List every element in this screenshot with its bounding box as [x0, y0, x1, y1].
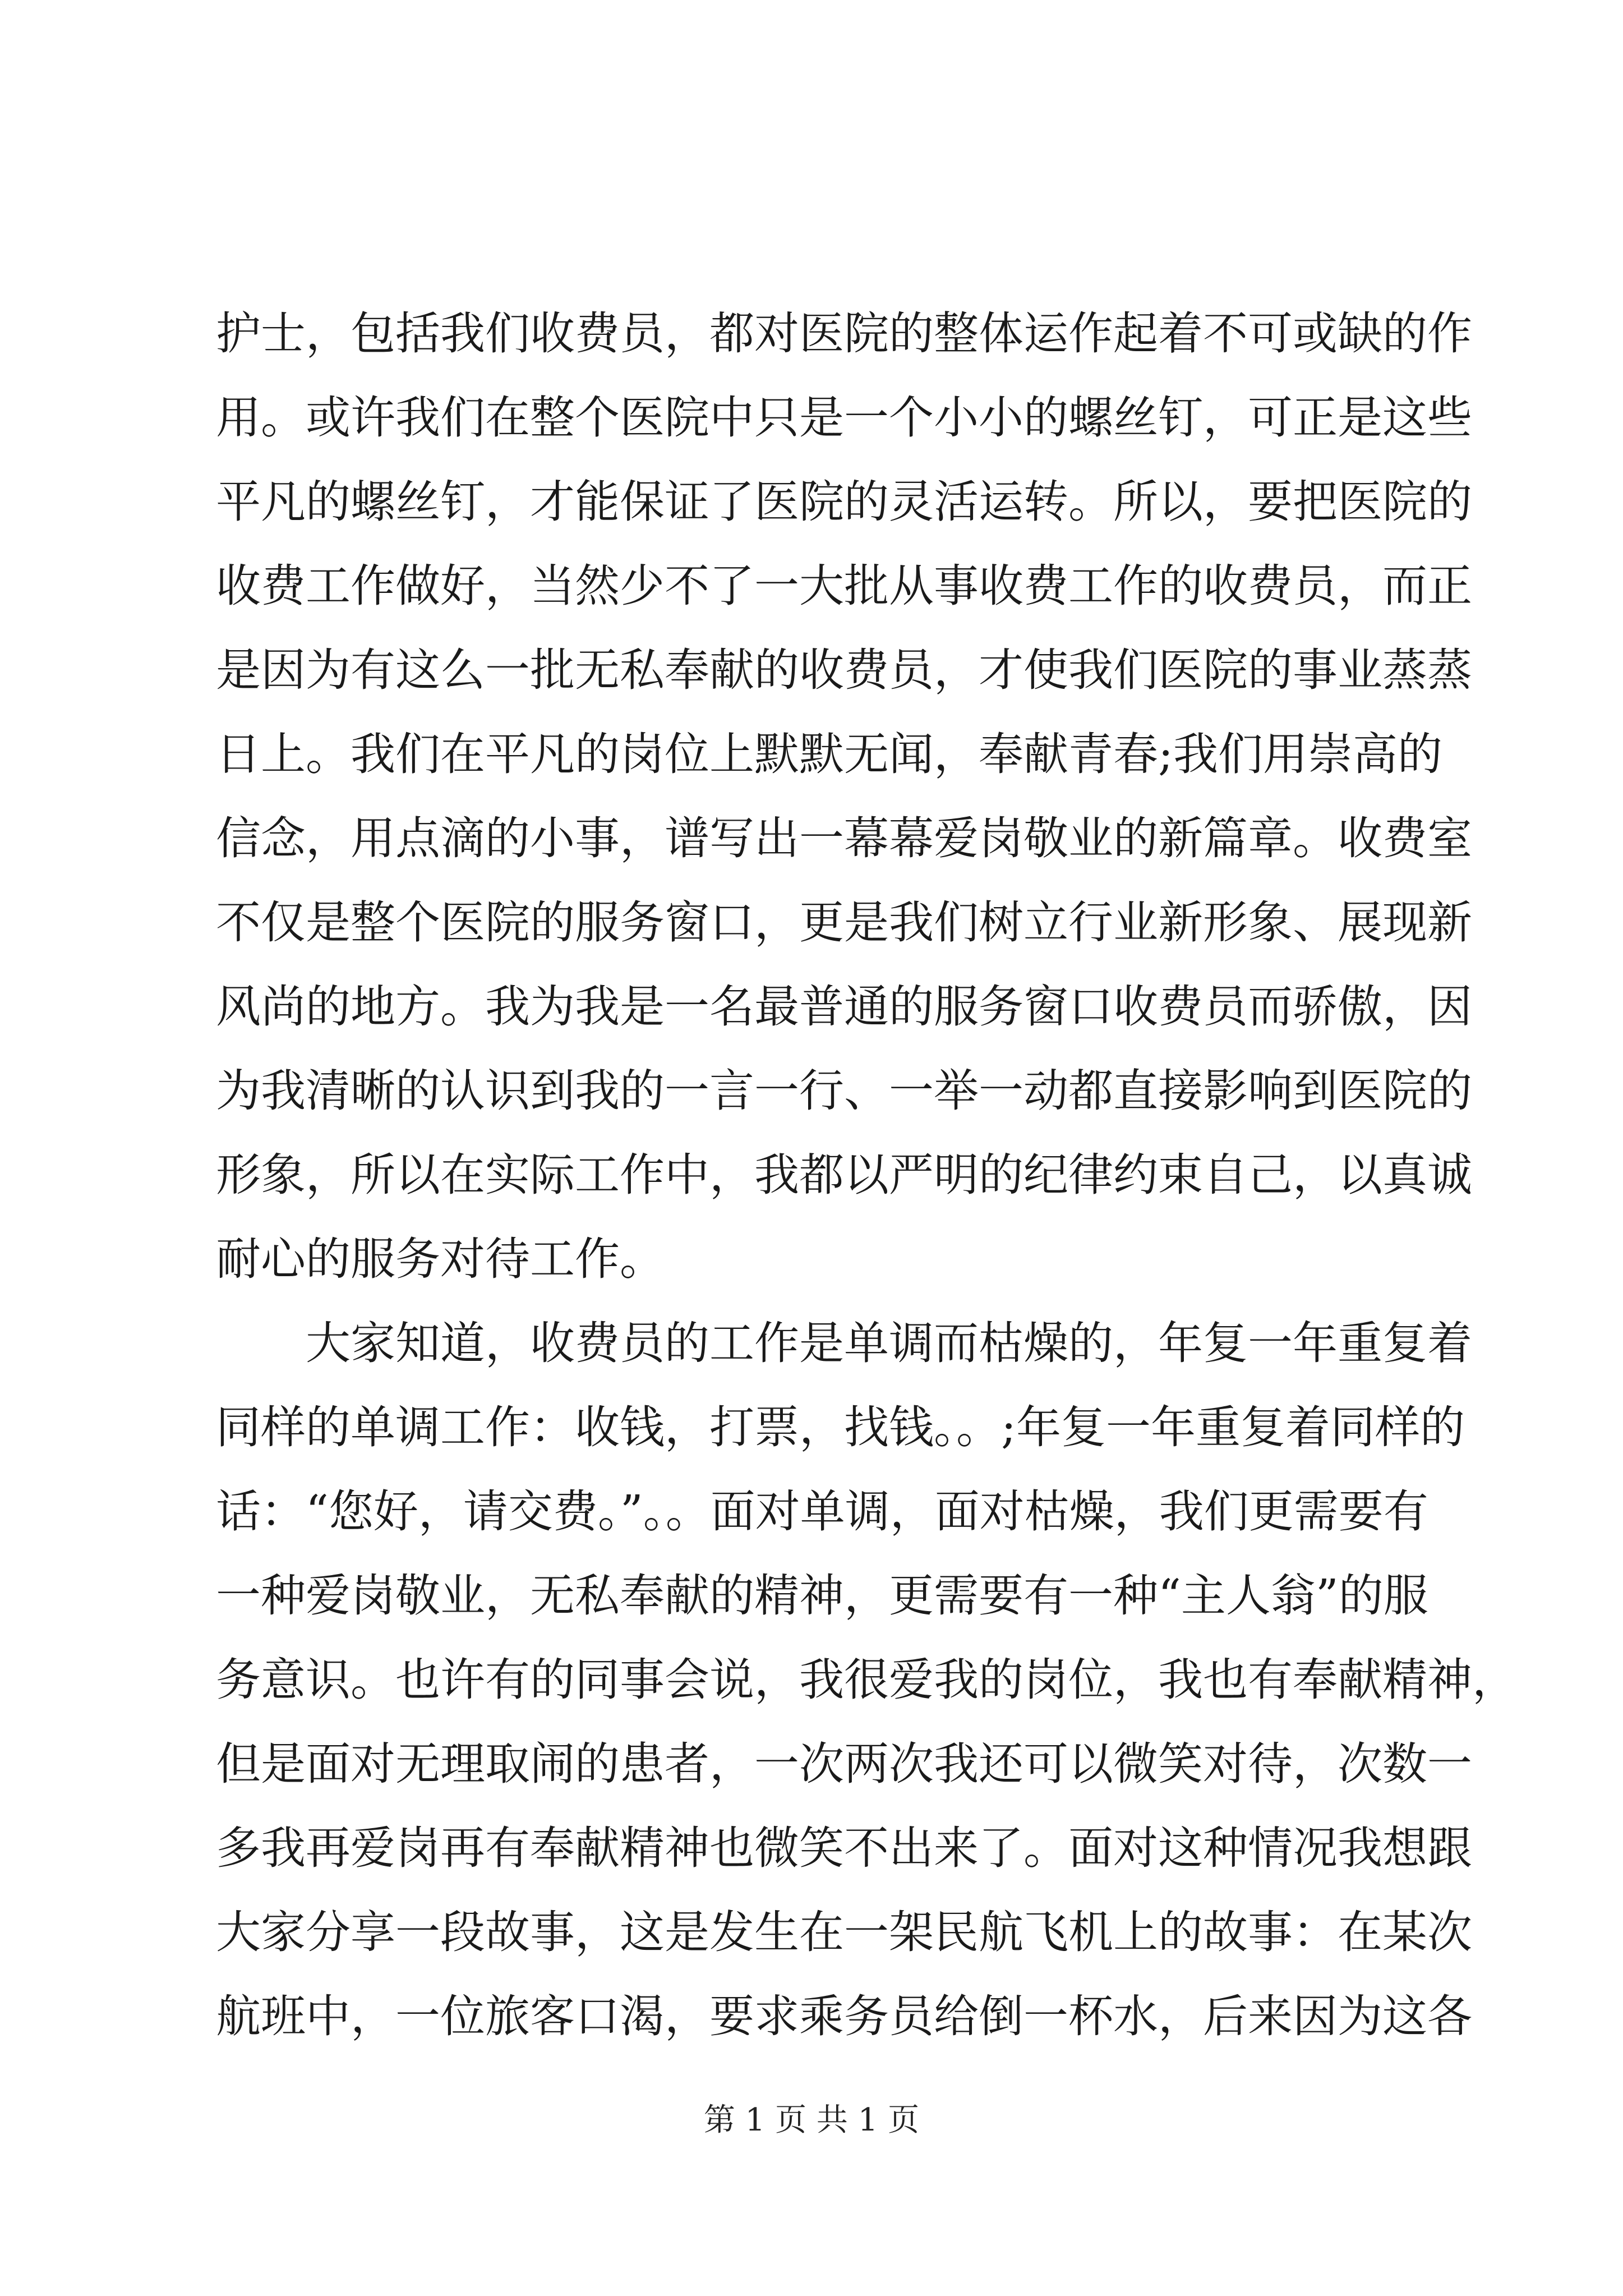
text-line: 务意识。也许有的同事会说，我很爱我的岗位，我也有奉献精神，	[216, 1654, 1517, 1706]
text-line: 风尚的地方。我为我是一名最普通的服务窗口收费员而骄傲，因	[216, 981, 1472, 1033]
page-number-footer: 第 1 页 共 1 页	[703, 2102, 920, 2138]
text-line: 大家知道，收费员的工作是单调而枯燥的，年复一年重复着	[216, 1317, 1472, 1369]
text-line: 话：“您好，请交费。”。。面对单调，面对枯燥，我们更需要有	[216, 1485, 1428, 1538]
text-line: 多我再爱岗再有奉献精神也微笑不出来了。面对这种情况我想跟	[216, 1822, 1472, 1874]
text-line: 为我清晰的认识到我的一言一行、一举一动都直接影响到医院的	[216, 1065, 1472, 1117]
text-line: 大家分享一段故事，这是发生在一架民航飞机上的故事：在某次	[216, 1906, 1472, 1958]
text-line: 日上。我们在平凡的岗位上默默无闻，奉献青春;我们用崇高的	[216, 728, 1442, 780]
body-text	[216, 292, 1517, 2059]
text-line: 耐心的服务对待工作。	[216, 1233, 665, 1285]
text-line: 形象，所以在实际工作中，我都以严明的纪律约束自己，以真诚	[216, 1149, 1472, 1201]
text-line: 一种爱岗敬业，无私奉献的精神，更需要有一种“主人翁”的服	[216, 1570, 1428, 1622]
text-line: 平凡的螺丝钉，才能保证了医院的灵活运转。所以，要把医院的	[216, 476, 1472, 528]
text-line: 是因为有这么一批无私奉献的收费员，才使我们医院的事业蒸蒸	[216, 644, 1472, 696]
text-line: 护士，包括我们收费员，都对医院的整体运作起着不可或缺的作	[216, 307, 1472, 360]
text-line: 但是面对无理取闹的患者，一次两次我还可以微笑对待，次数一	[216, 1738, 1472, 1790]
text-line: 不仅是整个医院的服务窗口，更是我们树立行业新形象、展现新	[216, 896, 1472, 949]
text-line: 信念，用点滴的小事，谱写出一幕幕爱岗敬业的新篇章。收费室	[216, 812, 1472, 864]
text-line: 同样的单调工作：收钱，打票，找钱。。;年复一年重复着同样的	[216, 1401, 1465, 1453]
text-line: 用。或许我们在整个医院中只是一个小小的螺丝钉，可正是这些	[216, 392, 1472, 444]
text-line: 航班中，一位旅客口渴，要求乘务员给倒一杯水，后来因为这各	[216, 1990, 1472, 2042]
text-line: 收费工作做好，当然少不了一大批从事收费工作的收费员，而正	[216, 560, 1472, 612]
